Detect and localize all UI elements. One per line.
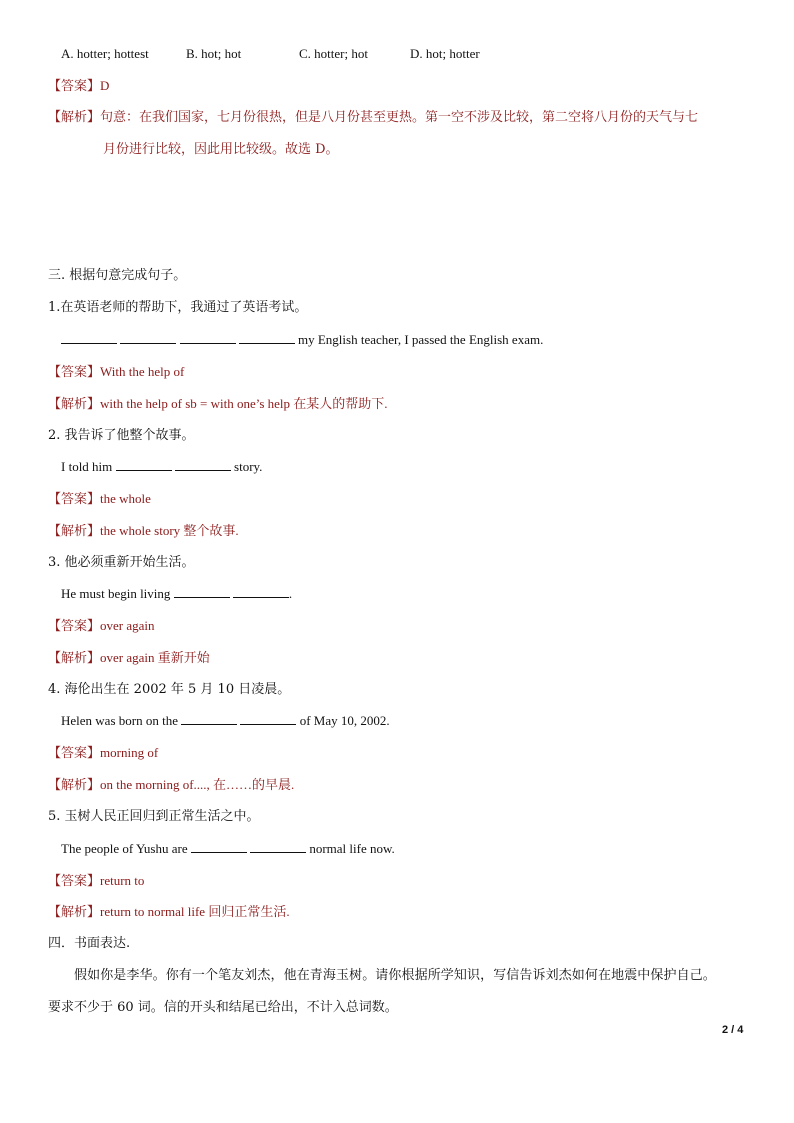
q2-sentence — [61, 458, 262, 476]
answer-tag: 【答案】 — [48, 874, 101, 889]
blank — [181, 712, 237, 725]
analysis-prev-line2: 月份进行比较，因此用比较级。故选 D。 — [103, 142, 339, 157]
analysis-tag: 【解析】 — [48, 110, 101, 125]
answer-tag: 【答案】 — [48, 492, 101, 507]
q3-analysis — [48, 649, 210, 668]
q1-answer — [48, 363, 184, 382]
analysis-tag: 【解析】 — [48, 397, 101, 412]
blank — [116, 458, 172, 471]
q5-prompt: 5. 玉树人民正回归到正常生活之中。 — [48, 809, 260, 824]
q4-sentence-before: Helen was born on the — [61, 713, 178, 728]
answer-prev — [48, 77, 109, 96]
q4-answer-value: morning of — [100, 745, 159, 760]
option-b: B. hot; hot — [186, 46, 242, 61]
q1-analysis — [48, 395, 388, 414]
q1-sentence — [61, 331, 543, 349]
q5-answer — [48, 872, 144, 891]
q5-analysis — [48, 903, 290, 922]
analysis-text: 句意：在我们国家，七月份很热，但是八月份甚至更热。第一空不涉及比较，第二空将八月份的天气与七 — [100, 110, 699, 125]
section4-paragraph-line2: 要求不少于 60 词。信的开头和结尾已给出，不计入总词数。 — [48, 1000, 398, 1015]
q4-prompt: 4. 海伦出生在 2002 年 5 月 10 日凌晨。 — [48, 682, 291, 697]
option-d: D. hot; hotter — [410, 46, 480, 61]
analysis-prev-line1 — [48, 109, 698, 127]
q1-sentence-after: my English teacher, I passed the English exam. — [298, 332, 544, 347]
q2-analysis — [48, 522, 239, 541]
answer-tag: 【答案】 — [48, 365, 101, 380]
blank — [180, 331, 236, 344]
answer-tag: 【答案】 — [48, 619, 101, 634]
blank — [233, 585, 289, 598]
q4-analysis-text: on the morning of...., 在……的早晨. — [100, 777, 295, 792]
q5-sentence-before: The people of Yushu are — [61, 841, 188, 856]
q3-sentence-after: . — [288, 586, 293, 601]
q4-sentence-after: of May 10, 2002. — [299, 713, 390, 728]
q3-prompt: 3. 他必须重新开始生活。 — [48, 555, 195, 570]
q5-answer-value: return to — [100, 873, 145, 888]
analysis-tag: 【解析】 — [48, 778, 101, 793]
page-number: 2 / 4 — [722, 1024, 744, 1036]
section4-paragraph-line1: 假如你是李华。你有一个笔友刘杰，他在青海玉树。请你根据所学知识，写信告诉刘杰如何在地震中保护自己。 — [74, 968, 716, 983]
q4-sentence — [61, 712, 390, 730]
q2-sentence-before: I told him — [61, 459, 113, 474]
q1-prompt: 1.在英语老师的帮助下，我通过了英语考试。 — [48, 300, 308, 315]
q4-answer — [48, 744, 158, 763]
q1-analysis-text: with the help of sb = with one’s help 在某人的帮助下. — [100, 396, 388, 411]
blank — [250, 840, 306, 853]
q5-sentence-after: normal life now. — [309, 841, 395, 856]
q3-analysis-text: over again 重新开始 — [100, 650, 210, 665]
blank — [191, 840, 247, 853]
option-a: A. hotter; hottest — [61, 46, 149, 61]
answer-tag: 【答案】 — [48, 746, 101, 761]
q2-answer-value: the whole — [100, 491, 151, 506]
analysis-tag: 【解析】 — [48, 524, 101, 539]
q2-sentence-after: story. — [234, 459, 263, 474]
section3-heading: 三. 根据句意完成句子。 — [48, 268, 187, 283]
blank — [120, 331, 176, 344]
blank — [175, 458, 231, 471]
q5-sentence — [61, 840, 395, 858]
q3-answer — [48, 617, 155, 636]
q4-analysis — [48, 776, 294, 795]
section4-heading: 四．书面表达. — [48, 936, 131, 951]
blank — [239, 331, 295, 344]
q2-prompt: 2. 我告诉了他整个故事。 — [48, 428, 195, 443]
q3-sentence — [61, 585, 292, 603]
answer-value: D — [100, 78, 110, 93]
analysis-tag: 【解析】 — [48, 905, 101, 920]
analysis-tag: 【解析】 — [48, 651, 101, 666]
q2-analysis-text: the whole story 整个故事. — [100, 523, 239, 538]
option-c: C. hotter; hot — [299, 46, 368, 61]
q5-analysis-text: return to normal life 回归正常生活. — [100, 904, 290, 919]
q2-answer — [48, 490, 151, 509]
q3-answer-value: over again — [100, 618, 155, 633]
answer-tag: 【答案】 — [48, 79, 101, 94]
q3-sentence-before: He must begin living — [61, 586, 171, 601]
blank — [174, 585, 230, 598]
q1-answer-value: With the help of — [100, 364, 185, 379]
blank — [240, 712, 296, 725]
blank — [61, 331, 117, 344]
